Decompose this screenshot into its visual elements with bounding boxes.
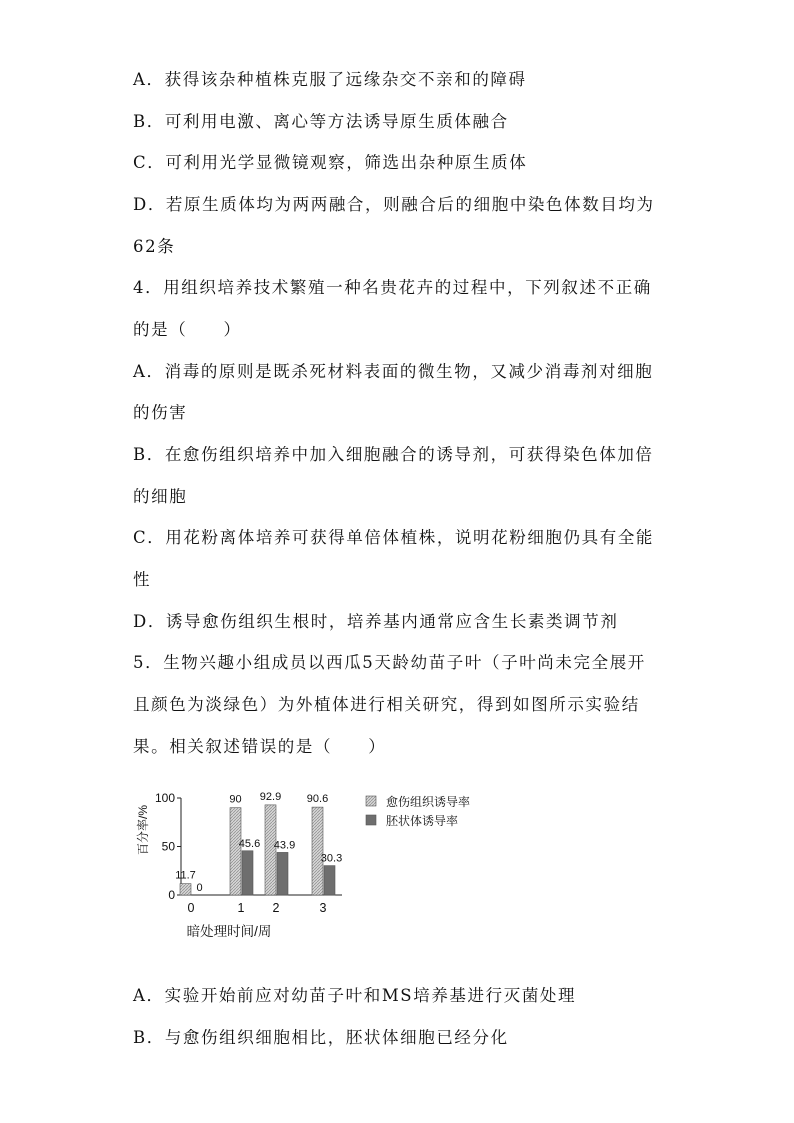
y-tick-label: 50: [161, 839, 175, 854]
y-tick-label: 0: [168, 888, 175, 902]
legend-label: 愈伤组织诱导率: [386, 795, 471, 809]
data-label: 90.6: [306, 793, 329, 806]
text-line: 5．生物兴趣小组成员以西瓜5天龄幼苗子叶（子叶尚未完全展开: [133, 653, 646, 672]
data-label: 92.9: [259, 790, 282, 803]
x-tick-label: 1: [237, 901, 245, 915]
data-label: 11.7: [175, 869, 196, 882]
bar: [242, 851, 253, 895]
y-axis-label: 百分率/%: [136, 804, 150, 856]
text-line: B．可利用电激、离心等方法诱导原生质体融合: [133, 112, 509, 131]
text-line: B．与愈伤组织细胞相比，胚状体细胞已经分化: [133, 1028, 509, 1047]
x-axis-label: 暗处理时间/周: [186, 924, 272, 939]
text-line: 的是（ ）: [133, 320, 242, 339]
bar-chart-svg: [125, 780, 525, 950]
text-line: 性: [133, 570, 152, 589]
bar-chart: [125, 780, 525, 950]
bar: [324, 866, 335, 895]
text-line: 且颜色为淡绿色）为外植体进行相关研究，得到如图所示实验结: [133, 695, 640, 714]
bar: [180, 884, 191, 895]
text-line: 的伤害: [133, 403, 188, 422]
text-line: D．若原生质体均为两两融合，则融合后的细胞中染色体数目均为: [133, 195, 655, 214]
text-line: 的细胞: [133, 487, 188, 506]
text-line: A．实验开始前应对幼苗子叶和MS培养基进行灭菌处理: [133, 986, 577, 1005]
text-line: 4．用组织培养技术繁殖一种名贵花卉的过程中，下列叙述不正确: [133, 278, 652, 297]
text-line: C．用花粉离体培养可获得单倍体植株，说明花粉细胞仍具有全能: [133, 528, 655, 547]
data-label: 45.6: [238, 837, 261, 850]
text-line: 62条: [133, 237, 176, 256]
bar: [230, 808, 241, 895]
x-tick-label: 3: [319, 901, 327, 915]
data-label: 0: [196, 882, 203, 894]
text-line: A．获得该杂种植株克服了远缘杂交不亲和的障碍: [133, 70, 527, 89]
data-label: 90: [229, 793, 242, 806]
data-label: 30.3: [320, 852, 343, 865]
x-tick-label: 2: [272, 901, 280, 915]
text-line: 果。相关叙述错误的是（ ）: [133, 737, 387, 756]
legend-swatch: [366, 815, 376, 825]
legend-label: 胚状体诱导率: [386, 814, 459, 828]
text-line: B．在愈伤组织培养中加入细胞融合的诱导剂，可获得染色体加倍: [133, 445, 654, 464]
text-line: A．消毒的原则是既杀死材料表面的微生物，又减少消毒剂对细胞: [133, 362, 654, 381]
y-tick-label: 100: [154, 791, 175, 805]
x-tick-label: 0: [187, 901, 195, 915]
bar: [312, 807, 323, 895]
text-line: D．诱导愈伤组织生根时，培养基内通常应含生长素类调节剂: [133, 612, 619, 631]
bar: [277, 852, 288, 895]
data-label: 43.9: [273, 839, 296, 852]
text-line: C．可利用光学显微镜观察，筛选出杂种原生质体: [133, 153, 528, 172]
legend-swatch: [366, 796, 376, 806]
